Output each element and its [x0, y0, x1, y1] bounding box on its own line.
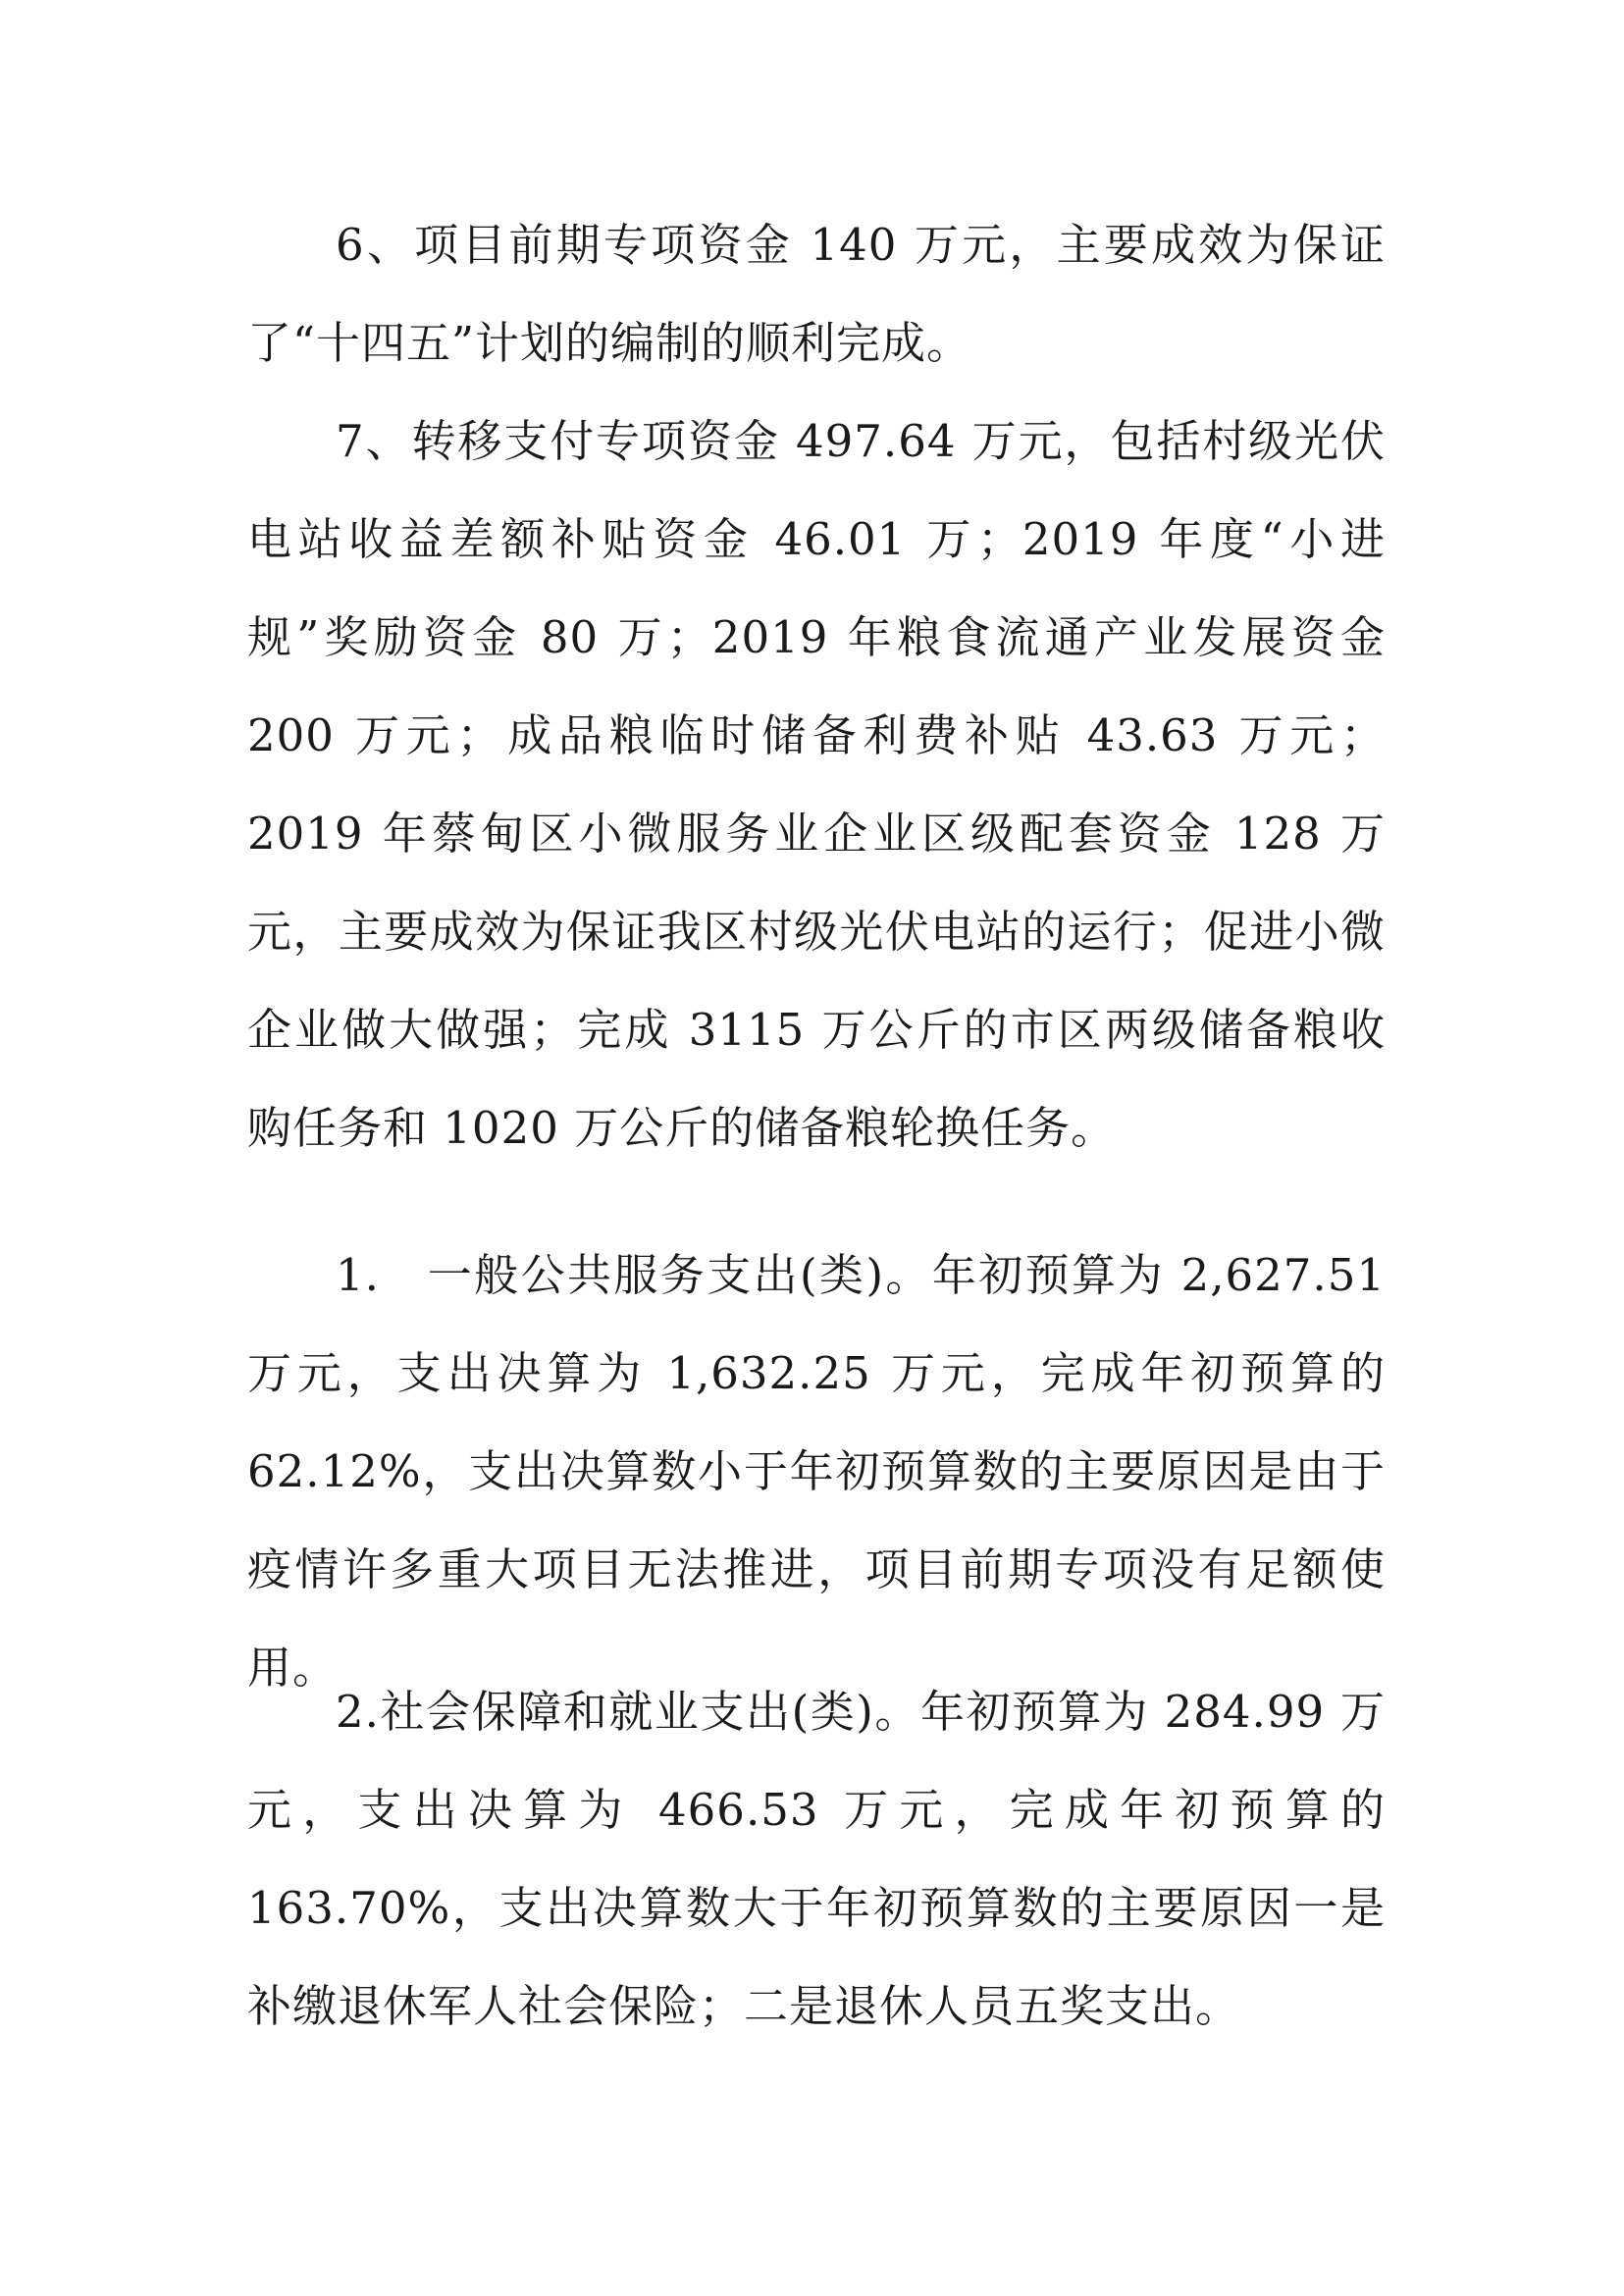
paragraph-item-6: 6、项目前期专项资金 140 万元，主要成效为保证了“十四五”计划的编制的顺利完成。 — [247, 219, 1386, 369]
paragraph-general-public-services: 1. 一般公共服务支出(类)。年初预算为 2,627.51 万元，支出决算为 1,632.25 万元，完成年初预算的 62.12%，支出决算数小于年初预算数的主要原因是由于疫情许多重大项目无法推进，项目前期专项没有足额使用。 — [247, 1249, 1386, 1694]
paragraph-item-7: 7、转移支付专项资金 497.64 万元，包括村级光伏电站收益差额补贴资金 46.01 万；2019 年度“小进规”奖励资金 80 万；2019 年粮食流通产业发展资金 200 万元；成品粮临时储备利费补贴 43.63 万元；2019 年蔡甸区小微服务业企业区级配套资金 128 万元，主要成效为保证我区村级光伏电站的运行；促进小微企业做大做强；完成 3115 万公斤的市区两级储备粮收购任务和 1020 万公斤的储备粮轮换任务。 — [247, 415, 1386, 1154]
paragraph-social-security-employment: 2.社会保障和就业支出(类)。年初预算为 284.99 万元，支出决算为 466.53 万元，完成年初预算的 163.70%，支出决算数大于年初预算数的主要原因一是补缴退休军人社会保险；二是退休人员五奖支出。 — [247, 1686, 1386, 2032]
